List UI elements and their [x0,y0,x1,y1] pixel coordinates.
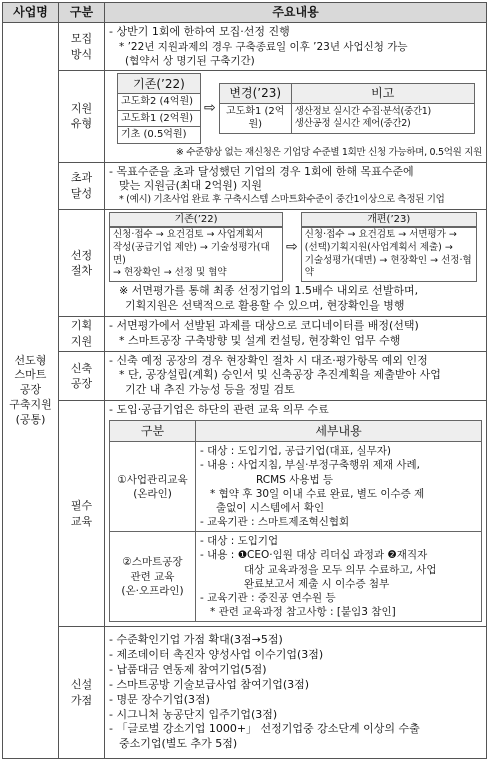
content-recruit [105,23,487,71]
support-after-item: 고도화1 (2억원) [219,103,291,133]
selection-before-line: → 현장확인 → 선정 및 협약 [113,267,227,279]
label-line: (공통) [15,412,46,426]
label-education-text [61,498,102,529]
education-detail: - 내용 : ❶CEO·임원 대상 리더십 과정과 ❷재직자 [200,549,428,562]
label-new-factory [59,351,105,401]
label-support-type [59,71,105,162]
new-factory-line-1: - 신축 예정 공장의 경우 현장확인 절차 시 대조·평가항목 예외 인정 [109,353,428,367]
label-line: 구축지원 [9,398,52,412]
selection-before [109,212,283,282]
selection-note-2: 기획지원은 선택적으로 활용할 수 있으며, 현장확인을 병행 [125,299,405,313]
label-selection-text [61,248,102,279]
label-line: (온·오프라인) [121,584,184,597]
education-detail: - 교육기관 : 중진공 연수원 등 [200,591,336,604]
support-after-table [219,83,475,134]
bonus-line: - 수준확인기업 가점 확대(3점→5점) [109,633,283,647]
exceed-line-2: 맞는 지원금(최대 2억원) 지원 [119,179,262,193]
recruit-line-1: - 상반기 1회에 한하여 모집·선정 진행 [109,25,290,38]
content-exceed [105,162,487,210]
exceed-line-3: * (예시) 기초사업 완료 후 구축시스템 스마트화수준이 중간1이상으로 측정된 기업 [119,194,445,206]
bonus-line: - 제조데이터 촉진자 양성사업 이수기업(3점) [109,648,324,662]
education-detail: 출없이 시스템에서 확인 [216,501,325,514]
education-detail: - 내용 : 사업지침, 부실·부정구축행위 제재 사례, [200,459,420,472]
education-item-name [114,555,191,598]
planning-line-1: - 서면평가에서 선발된 과제를 대상으로 코디네이터를 배정(선택) [109,318,419,332]
bonus-line: - 스마트공방 기술보급사업 참여기업(3점) [109,677,310,691]
support-note: ※ 수준향상 없는 재신청은 기업당 수준별 1회만 신청 가능하며, 0.5억원 지원 [175,146,482,158]
support-before-head: 기존(’22) [118,74,201,94]
education-detail: 완료보고서 제출 시 이수증 첨부 [244,577,390,590]
label-line: 초과 [70,171,93,185]
education-intro: - 도입·공급기업은 하단의 관련 교육 의무 수료 [109,403,329,417]
label-planning [59,316,105,351]
label-line: 지원 [70,101,93,115]
arrow-right-icon: ⇨ [286,238,298,255]
row-planning [3,316,487,351]
row-new-bonus [3,627,487,759]
label-line: (온라인) [133,487,172,500]
program-name-text [5,354,56,428]
page [2,2,486,751]
content-support-type [105,71,487,162]
content-new-factory [105,351,487,401]
label-line: 가점 [70,693,93,707]
selection-after-line: 기술성평가(대면) → 현장확인 → 선정·협약 [304,254,472,279]
education-item-name [114,473,191,501]
selection-before-head: 기존(’22) [109,212,283,227]
label-line: ①사업관리교육 [117,473,188,486]
education-detail: RCMS 사용법 등 [256,473,334,486]
education-col-head-1: 구분 [110,421,196,442]
bonus-line: - 명문 장수기업(3점) [109,692,210,706]
support-remark-2: 생산공정 실시간 제어(중간2) [294,118,411,130]
label-line: 방식 [70,47,93,61]
selection-after [301,212,477,282]
selection-before-line: 신청·접수 → 요건검토 → 사업계획서 [113,229,264,240]
education-detail: 대상 교육과정을 모두 의무 수료하고, 사업 [244,563,437,576]
content-new-bonus [105,627,487,759]
label-line: 선정 [70,248,93,262]
selection-note-1: ※ 서면평가를 통해 최종 선정기업의 1.5배수 내외로 선발하며, [119,284,419,298]
education-item [110,442,482,532]
label-education [59,401,105,627]
label-planning-text [61,318,102,349]
row-selection [3,210,487,317]
label-line: 공장 [19,383,42,397]
label-line: 절차 [70,263,93,277]
header-program: 사업명 [3,3,59,23]
bonus-line: - 시그니처 농공단지 입주기업(3점) [109,707,278,721]
content-selection [105,210,487,317]
row-education [3,401,487,627]
education-item [110,532,482,622]
label-exceed-text [61,170,102,201]
new-factory-line-3: 기간 내 추진 가능성 등을 정밀 검토 [125,383,295,397]
education-detail: - 교육기관 : 스마트제조혁신협회 [200,516,350,529]
header-content: 주요내용 [105,3,487,23]
label-line: 신설 [70,678,93,692]
label-recruit [59,23,105,71]
label-line: 교육 [70,514,93,528]
row-new-factory [3,351,487,401]
label-new-factory-text [61,361,102,392]
program-table [2,2,487,759]
label-line: 관련 교육 [130,570,175,583]
support-remark-head: 비고 [291,83,474,103]
label-line: 유형 [70,117,93,131]
education-table [109,420,482,622]
arrow-right-icon: ⇨ [204,99,216,116]
bonus-line: 중소기업(별도 추가 5점) [119,737,238,751]
label-line: 공장 [70,376,93,390]
label-new-bonus-text [61,677,102,708]
label-line: 신축 [70,361,93,375]
selection-after-head: 개편(’23) [301,212,477,227]
label-selection [59,210,105,317]
exceed-line-1: - 목표수준을 초과 달성했던 기업의 경우 1회에 한해 목표수준에 [109,164,414,178]
bonus-line: - 「글로벌 강소기업 1000+」 선정기업중 강소단계 이상의 수출 [109,722,420,736]
recruit-line-3: (협약서 상 명기된 구축기간) [125,55,255,68]
education-detail: * 관련 교육과정 참고사항 : [붙임3 참인] [210,606,396,619]
recruit-line-2: * ’22년 지원과제의 경우 구축종료일 이후 ’23년 사업신청 가능 [119,40,408,53]
education-detail: - 대상 : 도입기업, 공급기업(대표, 실무자) [200,445,392,458]
header-category: 구분 [59,3,105,23]
label-line: 기획 [70,319,93,333]
table-header-row [3,3,487,23]
selection-after-line: (선택)기획지원(사업계획서 제출) → [304,241,453,253]
new-factory-line-2: * 단, 공장설립(계획) 승인서 및 신축공장 추진계획을 제출받아 사업 [119,368,441,382]
support-before-item: 고도화2 (4억원) [118,94,201,111]
program-name [3,23,59,759]
support-before-item: 기초 (0.5억원) [118,127,201,144]
label-line: 지원 [70,334,93,348]
support-before-item: 고도화1 (2억원) [118,110,201,127]
selection-before-line: 작성(공급기업 제안) → 기술성평가(대면) [113,241,270,266]
label-line: 달성 [70,186,93,200]
label-new-bonus [59,627,105,759]
support-after-head: 변경(’23) [219,83,291,103]
row-exceed [3,162,487,210]
content-planning [105,316,487,351]
row-recruit [3,23,487,71]
education-detail: - 대상 : 도입기업 [200,535,279,548]
planning-line-2: * 스마트공장 구축방향 및 설계 컨설팅, 현장확인 업무 수행 [119,333,401,347]
label-line: 필수 [70,499,93,513]
row-support-type [3,71,487,162]
bonus-line: - 납품대금 연동제 참여기업(5점) [109,663,267,677]
support-remark-1: 생산정보 실시간 수집·분석(중간1) [294,105,431,117]
selection-after-line: 신청·접수 → 요건검토 → 서면평가 → [304,229,457,240]
label-line: 스마트 [14,368,47,382]
support-before-table [117,73,201,144]
content-education [105,401,487,627]
label-exceed [59,162,105,210]
label-line: ②스마트공장 [122,556,183,569]
education-detail: * 협약 후 30일 이내 수료 완료, 별도 이수증 제 [210,487,425,500]
label-line: 선도형 [14,353,47,367]
label-support-type-text [61,101,102,132]
education-col-head-2: 세부내용 [196,421,482,442]
label-line: 모집 [70,32,93,46]
label-recruit-text [61,31,102,62]
